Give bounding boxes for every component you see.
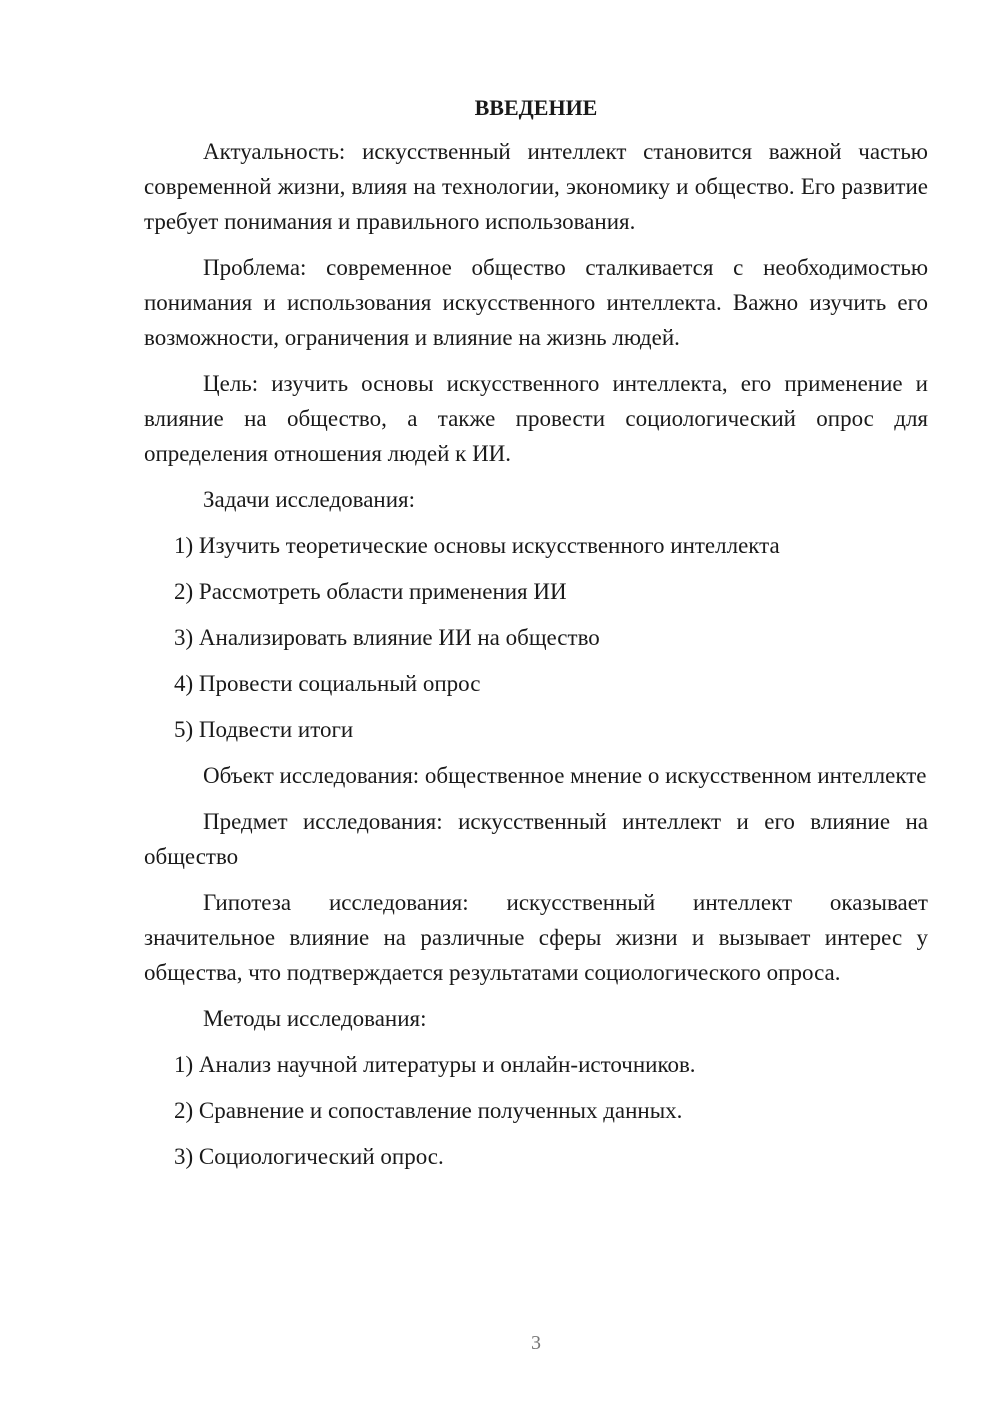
object-paragraph: Объект исследования: общественное мнение о искусственном интеллекте	[203, 763, 927, 788]
method-item: 3) Социологический опрос.	[174, 1144, 444, 1169]
section-title: ВВЕДЕНИЕ	[474, 95, 598, 120]
goal-paragraph: Цель: изучить основы искусственного интеллекта, его применение и влияние на общество, а также провести социологический опрос для определения отношения людей к ИИ.	[144, 371, 928, 466]
method-item: 1) Анализ научной литературы и онлайн-источников.	[174, 1052, 696, 1077]
subject-paragraph: Предмет исследования: искусственный интеллект и его влияние на общество	[144, 809, 928, 869]
task-item: 2) Рассмотреть области применения ИИ	[174, 579, 567, 604]
page-number: 3	[531, 1332, 541, 1354]
task-item: 1) Изучить теоретические основы искусственного интеллекта	[174, 533, 780, 558]
problem-paragraph: Проблема: современное общество сталкивается с необходимостью понимания и использования искусственного интеллекта. Важно изучить его возможности, ограничения и влияние на жизнь людей.	[144, 255, 928, 350]
method-item: 2) Сравнение и сопоставление полученных данных.	[174, 1098, 683, 1123]
task-item: 3) Анализировать влияние ИИ на общество	[174, 625, 600, 650]
task-item: 5) Подвести итоги	[174, 717, 354, 742]
methods-heading: Методы исследования:	[203, 1006, 427, 1031]
task-item: 4) Провести социальный опрос	[174, 671, 481, 696]
relevance-paragraph: Актуальность: искусственный интеллект становится важной частью современной жизни, влияя на технологии, экономику и общество. Его развитие требует понимания и правильного использования.	[144, 139, 928, 234]
hypothesis-paragraph: Гипотеза исследования: искусственный интеллект оказывает значительное влияние на различные сферы жизни и вызывает интерес у общества, что подтверждается результатами социологического опроса.	[144, 890, 928, 985]
document-page	[144, 90, 928, 1185]
tasks-heading: Задачи исследования:	[203, 487, 416, 512]
